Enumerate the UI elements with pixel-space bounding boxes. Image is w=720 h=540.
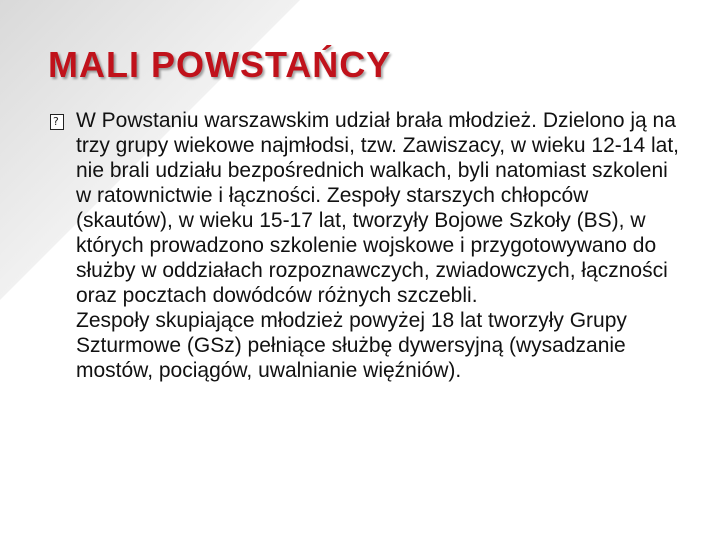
missing-glyph-box-icon [50,114,64,130]
slide-title: MALI POWSTAŃCY [48,44,392,85]
bullet-text [76,108,686,383]
bullet-paragraph-2: Zespoły skupiające młodzież powyżej 18 lat tworzyły Grupy Szturmowe (GSz) pełniące służbę dywersyjną (wysadzanie mostów, pociągów, uwalnianie więźniów). [76,309,627,382]
bullet-paragraph-1: W Powstaniu warszawskim udział brała młodzież. Dzielono ją na trzy grupy wiekowe najmłodsi, tzw. Zawiszacy, w wieku 12-14 lat, nie brali udziału bezpośrednich walkach, byli natomiast szkoleni w ratownictwie i łączności. Zespoły starszych chłopców (skautów), w wieku 15-17 lat, tworzyły Bojowe Szkoły (BS), w których prowadzono szkolenie wojskowe i przygotowywano do służby w oddziałach rozpoznawczych, zwiadowczych, łączności oraz pocztach dowódców różnych szczebli. [76,109,679,307]
